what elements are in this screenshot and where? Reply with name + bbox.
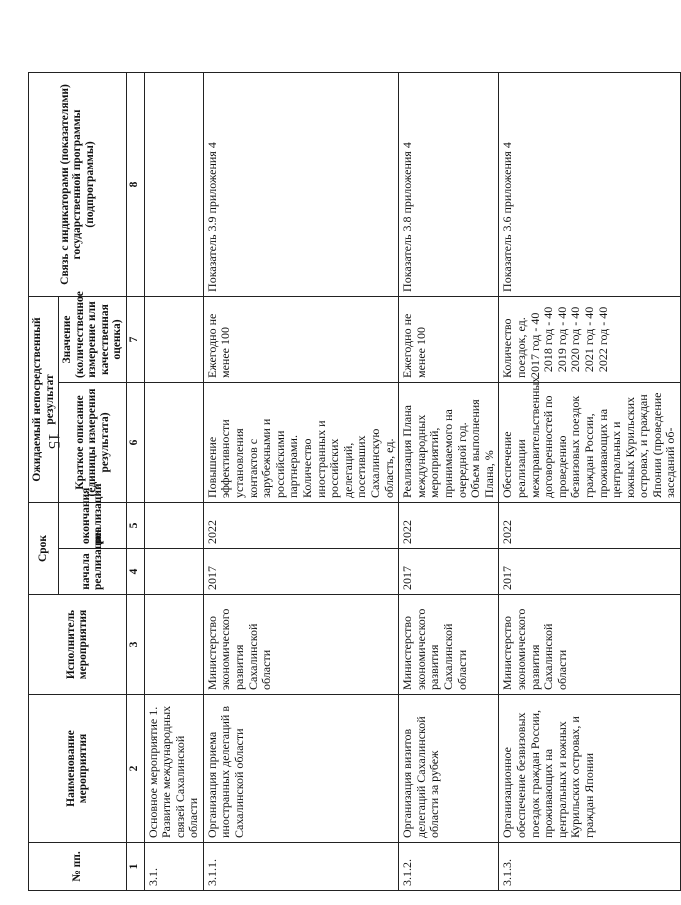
row-link [144,72,203,296]
column-number: 6 [126,382,144,502]
row-start [144,549,203,595]
header-result: Ожидаемый непосредственный результат [29,296,59,502]
value-line: 2020 год - 40 [568,306,583,373]
row-end [144,502,203,548]
table-row [144,72,203,890]
column-number: 7 [126,296,144,382]
column-number: 5 [126,502,144,548]
header-executor: Исполнитель мероприятия [29,595,127,695]
row-start: 2017 [203,549,398,595]
row-start: 2017 [399,549,499,595]
row-link: Показатель 3.9 приложения 4 [203,72,398,296]
header-name: Наименование мероприятия [29,695,127,843]
row-no: 3.1. [144,843,203,891]
table-row [203,72,398,890]
row-desc: Обеспечение реализации межправительственных договоренностей по проведению безвизовых поездок граждан России, проживающих на центральных и южных Курильских островах, и граждан Японии (проведение заседаний об- [499,382,681,502]
header-term-end: окончания реализации [59,502,127,548]
row-value [499,296,681,382]
row-executor: Министерство экономического развития Сахалинской области [399,595,499,695]
row-name: Организация визитов делегаций Сахалинской области за рубеж [399,695,499,843]
value-line: Количество поездок, ед. 2017 год - 40 [500,312,542,378]
header-link: Связь с индикаторами (показателями) государственной программы (подпрограммы) [29,72,127,296]
header-no: № пп. [29,843,127,891]
row-start: 2017 [499,549,681,595]
column-number: 4 [126,549,144,595]
row-desc: Реализация Плана международных мероприятий, принимаемого на очередной год. Объем выполнения Плана, % [399,382,499,502]
row-executor: Министерство экономического развития Сахалинской области [203,595,398,695]
column-number: 8 [126,72,144,296]
value-line: 2019 год - 40 [554,306,569,373]
row-value [144,296,203,382]
program-table [28,72,681,891]
column-number: 2 [126,695,144,843]
row-end: 2022 [399,502,499,548]
column-number: 1 [126,843,144,891]
row-name: Организационное обеспечение безвизовых поездок граждан России, проживающих на центральных и южных Курильских островах, и граждан Японии [499,695,681,843]
header-result-value: Значение (количественное измерение или качественная оценка) [59,296,127,382]
row-executor: Министерство экономического развития Сахалинской области [499,595,681,695]
header-result-desc: Краткое описание (единицы измерения результата) [59,382,127,502]
page-number: 15 [45,433,62,449]
table-row [399,72,499,890]
row-no: 3.1.1. [203,843,398,891]
row-link: Показатель 3.6 приложения 4 [499,72,681,296]
row-link: Показатель 3.8 приложения 4 [399,72,499,296]
header-term: Срок [29,502,59,594]
row-desc [144,382,203,502]
row-desc: Повышение эффективности установления контактов с зарубежными и российскими партнерами. Количество иностранных и российских делегаций, посетивших Сахалинскую область, ед. [203,382,398,502]
value-line: 2021 год - 40 [581,306,596,373]
rotated-table-container [28,73,678,891]
row-value: Ежегодно не менее 100 [399,296,499,382]
value-line: 2018 год - 40 [541,306,556,373]
row-value: Ежегодно не менее 100 [203,296,398,382]
row-executor [144,595,203,695]
row-name: Организация приема иностранных делегаций в Сахалинской области [203,695,398,843]
table-row [499,72,681,890]
row-name: Основное мероприятие 1. Развитие международных связей Сахалинской области [144,695,203,843]
row-no: 3.1.2. [399,843,499,891]
header-term-start: начала реализации [59,549,127,595]
column-number: 3 [126,595,144,695]
value-line: 2022 год - 40 [595,306,610,373]
row-end: 2022 [499,502,681,548]
row-end: 2022 [203,502,398,548]
row-no: 3.1.3. [499,843,681,891]
